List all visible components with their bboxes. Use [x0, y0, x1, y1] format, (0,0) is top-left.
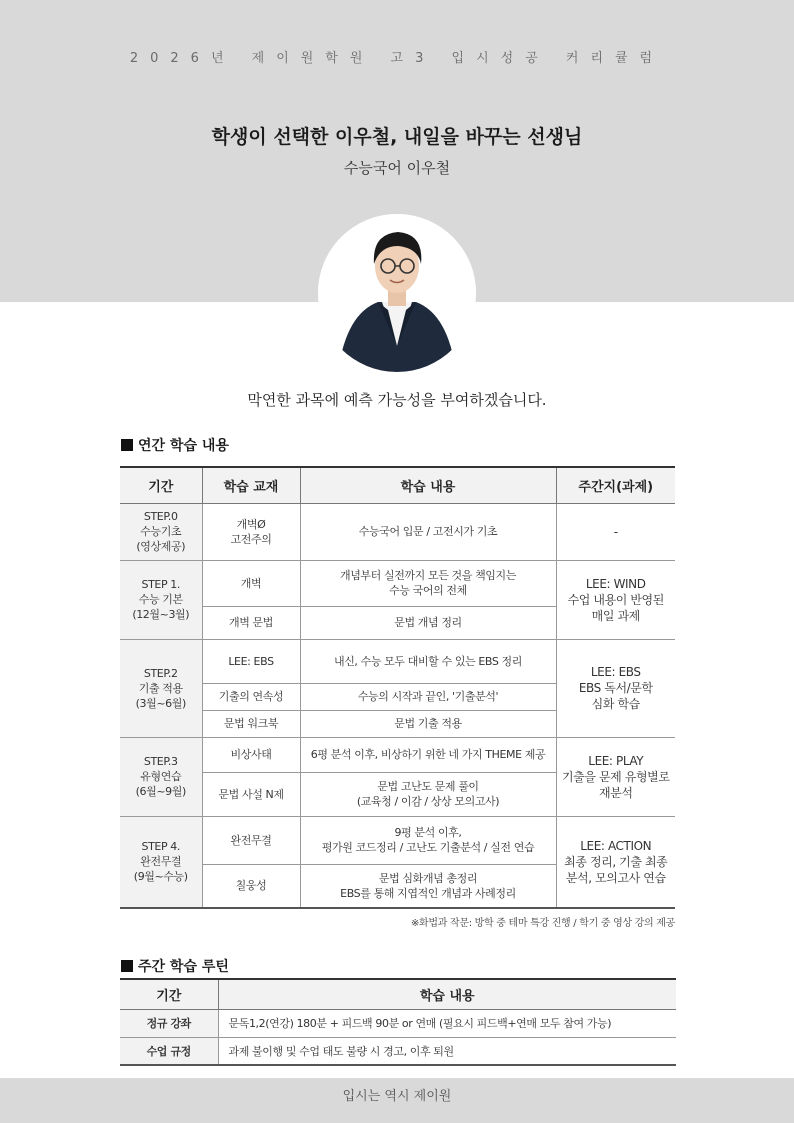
- weekly-line: LEE: ACTION: [580, 838, 652, 853]
- period-cell: [120, 560, 202, 639]
- weekly-line: LEE: PLAY: [588, 753, 644, 768]
- table-row: [120, 503, 675, 560]
- period-line: STEP.2: [143, 666, 178, 680]
- square-bullet-icon: [121, 439, 133, 451]
- period-cell: [120, 639, 202, 737]
- teacher-portrait: [318, 214, 476, 372]
- weekly-section-title: [121, 956, 229, 976]
- routine-label: 정규 강좌: [120, 1009, 218, 1037]
- material-cell: 문법 워크북: [202, 710, 300, 737]
- period-cell: [120, 737, 202, 816]
- annual-section-title-text: 연간 학습 내용: [138, 438, 229, 454]
- content-cell: [300, 864, 556, 908]
- annual-section-title: [121, 435, 229, 455]
- period-line: 유형연습: [140, 770, 182, 783]
- weekly-line: 수업 내용이 반영된: [567, 592, 664, 607]
- material-cell: 기출의 연속성: [202, 683, 300, 710]
- weekly-line: 심화 학습: [591, 697, 640, 711]
- content-cell: [300, 560, 556, 606]
- table-header-row: [120, 979, 676, 1009]
- content-cell: [300, 816, 556, 864]
- content-cell: 수능국어 입문 / 고전시가 기초: [300, 503, 556, 560]
- weekly-line: 재분석: [598, 785, 633, 800]
- material-cell: 문법 사설 N제: [202, 772, 300, 816]
- content-cell: 문법 개념 정리: [300, 606, 556, 639]
- teacher-subtitle: 수능국어 이우철: [343, 159, 451, 177]
- content-line: EBS를 통해 지엽적인 개념과 사례정리: [340, 886, 516, 900]
- weekly-line: 분석, 모의고사 연습: [565, 870, 666, 885]
- weekly-line: LEE: WIND: [585, 576, 646, 591]
- square-bullet-icon: [121, 960, 133, 972]
- header-weekly: 주간지(과제): [556, 467, 675, 503]
- table-row: [120, 1037, 676, 1065]
- material-cell: 비상사태: [202, 737, 300, 772]
- period-line: STEP 4.: [141, 840, 180, 854]
- weekly-section-title-text: 주간 학습 루틴: [138, 959, 229, 975]
- weekly-routine-table: [120, 978, 676, 1066]
- period-line: (12월~3월): [132, 608, 190, 621]
- period-cell: [120, 816, 202, 908]
- annual-footnote: ※화법과 작문: 방학 중 테마 특강 진행 / 학기 중 영상 강의 제공: [410, 918, 675, 929]
- period-line: STEP.0: [143, 510, 178, 523]
- content-cell: 내신, 수능 모두 대비할 수 있는 EBS 정리: [300, 639, 556, 683]
- material-cell: 개벽 문법: [202, 606, 300, 639]
- weekly-cell: -: [556, 503, 675, 560]
- material-cell: 완전무결: [202, 816, 300, 864]
- weekly-cell: [556, 737, 675, 816]
- routine-label: 수업 규정: [120, 1037, 218, 1065]
- routine-text: 과제 불이행 및 수업 태도 불량 시 경고, 이후 퇴원: [218, 1037, 676, 1065]
- period-line: 완전무결: [140, 855, 182, 869]
- weekly-line: 최종 정리, 기출 최종: [564, 854, 668, 869]
- weekly-line: EBS 독서/문학: [578, 681, 653, 695]
- material-line: 개벽Ø: [236, 517, 266, 531]
- period-line: (6월~9월): [135, 785, 186, 798]
- period-line: (9월~수능): [133, 870, 188, 884]
- content-line: (교육청 / 이감 / 상상 모의고사): [356, 795, 500, 808]
- header-period: 기간: [120, 467, 202, 503]
- material-cell: [202, 503, 300, 560]
- header-content: 학습 내용: [300, 467, 556, 503]
- footer-slogan: 입시는 역시 제이원: [342, 1089, 452, 1104]
- period-line: (3월~6월): [135, 696, 186, 710]
- content-cell: [300, 772, 556, 816]
- period-line: 수능기초: [140, 525, 182, 538]
- weekly-line: 기출을 문제 유형별로: [561, 769, 670, 784]
- period-line: 수능 기본: [138, 593, 183, 606]
- material-line: 고전주의: [230, 532, 272, 546]
- table-header-row: [120, 467, 675, 503]
- content-line: 평가원 코드정리 / 고난도 기출분석 / 실전 연습: [321, 841, 535, 854]
- period-line: 기출 적용: [138, 681, 183, 695]
- period-line: STEP 1.: [141, 578, 180, 591]
- content-line: 문법 심화개념 총정리: [378, 871, 478, 885]
- material-cell: 개벽: [202, 560, 300, 606]
- content-cell: 문법 기출 적용: [300, 710, 556, 737]
- weekly-cell: [556, 816, 675, 908]
- header-material: 학습 교재: [202, 467, 300, 503]
- weekly-cell: [556, 560, 675, 639]
- content-line: 개념부터 실전까지 모든 것을 책임지는: [339, 569, 516, 582]
- content-cell: 수능의 시작과 끝인, '기출분석': [300, 683, 556, 710]
- content-line: 문법 고난도 문제 풀이: [377, 780, 479, 793]
- table-row: [120, 737, 675, 772]
- table-row: [120, 816, 675, 864]
- table-row: [120, 1009, 676, 1037]
- period-line: STEP.3: [143, 755, 178, 768]
- page-headline: 학생이 선택한 이우철, 내일을 바꾸는 선생님: [211, 126, 583, 148]
- content-cell: 6평 분석 이후, 비상하기 위한 네 가지 THEME 제공: [300, 737, 556, 772]
- material-cell: LEE: EBS: [202, 639, 300, 683]
- weekly-line: 매일 과제: [591, 608, 640, 623]
- table-row: [120, 639, 675, 683]
- period-line: (영상제공): [136, 540, 186, 553]
- weekly-cell: [556, 639, 675, 737]
- header-period: 기간: [120, 979, 218, 1009]
- teacher-slogan: 막연한 과목에 예측 가능성을 부여하겠습니다.: [247, 391, 547, 409]
- weekly-line: LEE: EBS: [590, 665, 641, 679]
- table-row: [120, 560, 675, 606]
- period-cell: [120, 503, 202, 560]
- content-line: 9평 분석 이후,: [394, 826, 462, 839]
- curriculum-header-line: 2026년 제이원학원 고3 입시성공 커리큘럼: [129, 51, 665, 66]
- routine-text: 문독1,2(연강) 180분 + 피드백 90분 or 연매 (필요시 피드백+연매 모두 참여 가능): [218, 1009, 676, 1037]
- header-content: 학습 내용: [218, 979, 676, 1009]
- content-line: 수능 국어의 전체: [389, 584, 467, 597]
- material-cell: 칠웅성: [202, 864, 300, 908]
- annual-curriculum-table: [120, 466, 675, 909]
